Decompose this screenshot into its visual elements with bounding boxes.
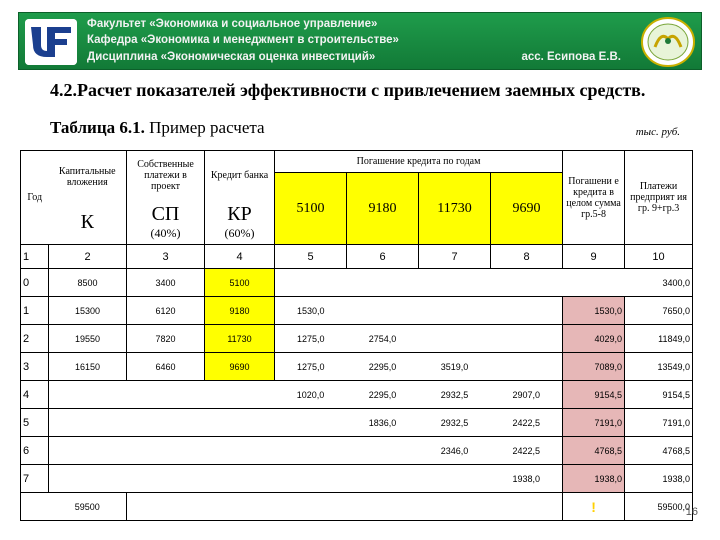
cell-repay-4 — [491, 325, 563, 353]
cell-repay-2 — [347, 297, 419, 325]
cell-total: 7089,0 — [563, 353, 625, 381]
faculty-emblem — [641, 17, 695, 67]
department-line: Кафедра «Экономика и менеджмент в строительстве» — [87, 34, 399, 46]
header-own-percent: (40%) — [150, 226, 181, 241]
units-note: тыс. руб. — [635, 126, 680, 138]
cell-own: 6460 — [127, 353, 205, 381]
cell-capital: 19550 — [49, 325, 127, 353]
cell-capital-empty — [49, 437, 419, 465]
table-caption-label: Таблица 6.1. — [50, 118, 145, 137]
column-number: 3 — [127, 245, 205, 269]
total-marker: ! — [563, 493, 625, 521]
cell-own: 6120 — [127, 297, 205, 325]
header-total: Погашени е кредита в целом сумма гр.5-8 — [563, 151, 625, 245]
column-number: 7 — [419, 245, 491, 269]
cell-repay-3: 3519,0 — [419, 353, 491, 381]
header-capital-symbol: К — [49, 201, 127, 245]
column-number: 5 — [275, 245, 347, 269]
cell-total: 7191,0 — [563, 409, 625, 437]
cell-payments-total: 59500,0 — [625, 493, 693, 521]
repay-year-1: 5100 — [275, 173, 347, 245]
cell-capital: 8500 — [49, 269, 127, 297]
cell-repay-1: 1275,0 — [275, 325, 347, 353]
cell-payments: 1938,0 — [625, 465, 693, 493]
repay-year-3: 11730 — [419, 173, 491, 245]
header-company: Платежи предприят ия гр. 9+гр.3 — [625, 151, 693, 245]
cell-repay-3: 2932,5 — [419, 409, 491, 437]
cell-capital-total: 59500 — [49, 493, 127, 521]
section-heading: 4.2.Расчет показателей эффективности с привлечением заемных средств. — [50, 80, 646, 100]
header-credit-percent: (60%) — [224, 226, 255, 241]
column-number: 6 — [347, 245, 419, 269]
table-row — [21, 437, 693, 465]
cell-year: 6 — [21, 437, 49, 465]
cell-credit: 11730 — [205, 325, 275, 353]
column-number: 2 — [49, 245, 127, 269]
cell-year: 0 — [21, 269, 49, 297]
totals-row — [21, 493, 693, 521]
author-name: асс. Есипова Е.В. — [521, 51, 621, 63]
column-number: 10 — [625, 245, 693, 269]
page-number: 16 — [685, 506, 698, 518]
table-row — [21, 409, 693, 437]
cell-year: 2 — [21, 325, 49, 353]
table-caption — [50, 118, 265, 138]
cell-capital-empty — [49, 465, 491, 493]
cell-year: 3 — [21, 353, 49, 381]
header-capital: Капитальные вложения — [49, 151, 127, 201]
repay-year-2: 9180 — [347, 173, 419, 245]
cell-credit: 9690 — [205, 353, 275, 381]
column-number: 8 — [491, 245, 563, 269]
cell-repay-2: 1836,0 — [347, 409, 419, 437]
table-row — [21, 465, 693, 493]
discipline-line: Дисциплина «Экономическая оценка инвестиций» — [87, 51, 376, 63]
cell-repay-2: 2295,0 — [347, 353, 419, 381]
cell-payments: 7191,0 — [625, 409, 693, 437]
cell-year: 5 — [21, 409, 49, 437]
cell-own: 3400 — [127, 269, 205, 297]
header-repay: Погашение кредита по годам — [275, 151, 563, 173]
cell-credit: 5100 — [205, 269, 275, 297]
table-row — [21, 325, 693, 353]
university-logo — [25, 19, 77, 65]
faculty-line: Факультет «Экономика и социальное управление» — [87, 18, 378, 30]
header-credit: Кредит банка — [205, 151, 275, 201]
cell-repay-2: 2754,0 — [347, 325, 419, 353]
cell-repay-1: 1275,0 — [275, 353, 347, 381]
cell-repay-empty — [275, 269, 625, 297]
cell-repay-4: 1938,0 — [491, 465, 563, 493]
cell-repay-4: 2907,0 — [491, 381, 563, 409]
table-row — [21, 353, 693, 381]
cell-payments: 9154,5 — [625, 381, 693, 409]
cell-repay-2: 2295,0 — [347, 381, 419, 409]
cell-payments: 13549,0 — [625, 353, 693, 381]
cell-totals-empty — [127, 493, 563, 521]
header-own: Собственные платежи в проект — [127, 151, 205, 201]
column-number: 4 — [205, 245, 275, 269]
cell-own: 7820 — [127, 325, 205, 353]
cell-credit: 9180 — [205, 297, 275, 325]
cell-capital: 16150 — [49, 353, 127, 381]
header-banner — [18, 12, 702, 70]
cell-repay-4: 2422,5 — [491, 437, 563, 465]
table-row — [21, 297, 693, 325]
header-year: Год — [21, 151, 49, 245]
cell-year: 1 — [21, 297, 49, 325]
header-credit-symbol-cell — [205, 201, 275, 245]
cell-repay-4: 2422,5 — [491, 409, 563, 437]
cell-capital-empty — [49, 381, 275, 409]
column-number: 9 — [563, 245, 625, 269]
cell-repay-3 — [419, 297, 491, 325]
cell-capital-empty — [49, 409, 347, 437]
cell-total: 9154,5 — [563, 381, 625, 409]
cell-total: 1938,0 — [563, 465, 625, 493]
column-number: 1 — [21, 245, 49, 269]
cell-payments: 11849,0 — [625, 325, 693, 353]
cell-repay-3: 2346,0 — [419, 437, 491, 465]
cell-payments: 3400,0 — [625, 269, 693, 297]
cell-repay-1: 1530,0 — [275, 297, 347, 325]
table-row — [21, 381, 693, 409]
cell-payments: 7650,0 — [625, 297, 693, 325]
cell-repay-3: 2932,5 — [419, 381, 491, 409]
cell-year: 7 — [21, 465, 49, 493]
column-numbers-row — [21, 245, 693, 269]
cell-capital: 15300 — [49, 297, 127, 325]
cell-payments: 4768,5 — [625, 437, 693, 465]
cell-total: 4768,5 — [563, 437, 625, 465]
table-caption-text: Пример расчета — [149, 118, 265, 137]
header-own-symbol: СП — [151, 203, 180, 226]
cell-repay-4 — [491, 353, 563, 381]
cell-year: 4 — [21, 381, 49, 409]
cell-total: 1530,0 — [563, 297, 625, 325]
cell-repay-1: 1020,0 — [275, 381, 347, 409]
header-own-symbol-cell — [127, 201, 205, 245]
calculation-table — [20, 150, 693, 521]
cell-total: 4029,0 — [563, 325, 625, 353]
cell-total-label-empty — [21, 493, 49, 521]
cell-repay-4 — [491, 297, 563, 325]
repay-year-4: 9690 — [491, 173, 563, 245]
header-credit-symbol: КР — [227, 203, 252, 226]
table-row — [21, 269, 693, 297]
cell-repay-3 — [419, 325, 491, 353]
